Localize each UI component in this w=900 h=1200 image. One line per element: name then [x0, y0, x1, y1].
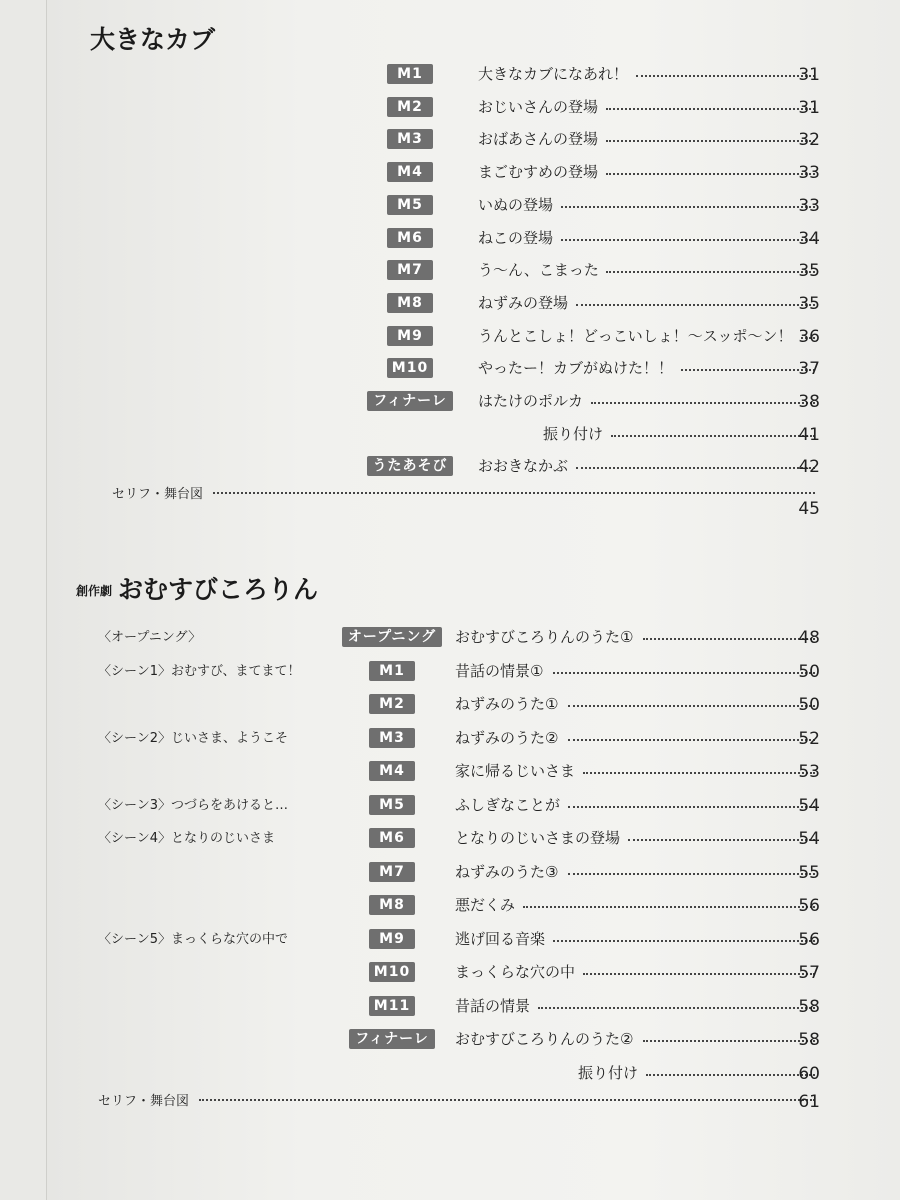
toc-row[interactable]	[0, 290, 900, 320]
toc-row[interactable]	[0, 792, 900, 822]
page-number: 54	[798, 829, 820, 849]
page-number: 38	[798, 392, 820, 412]
leader-dots	[576, 467, 815, 469]
page-number: 48	[798, 628, 820, 648]
section-badge: M8	[369, 895, 415, 915]
toc-entry-title[interactable]: ねずみのうた②	[455, 728, 559, 747]
toc-entry-title[interactable]: ねずみの登場	[478, 293, 569, 312]
toc-entry-title[interactable]: ねずみのうた③	[455, 862, 559, 881]
leader-dots	[553, 940, 815, 942]
toc-row[interactable]	[0, 388, 900, 418]
section-badge: M9	[369, 929, 415, 949]
toc-entry-title[interactable]: 振り付け	[543, 424, 604, 443]
scene-label: 〈オープニング〉	[98, 630, 202, 645]
leader-dots	[583, 772, 815, 774]
leader-dots	[606, 271, 815, 273]
leader-dots	[606, 173, 815, 175]
toc-entry-title[interactable]: おむすびころりんのうた②	[455, 1030, 634, 1048]
section-badge: M2	[369, 694, 415, 714]
page-number: 56	[798, 896, 820, 916]
toc-entry-title[interactable]: はたけのポルカ	[478, 392, 584, 410]
section-badge: M2	[387, 97, 433, 117]
toc-entry-title[interactable]: 家に帰るじいさま	[455, 762, 576, 780]
leader-dots	[523, 906, 815, 908]
toc-row[interactable]	[0, 192, 900, 222]
toc-entry-title[interactable]: 昔話の情景	[455, 996, 531, 1015]
page-number: 31	[798, 97, 820, 118]
section-badge: フィナーレ	[349, 1029, 435, 1049]
section-badge: フィナーレ	[367, 391, 453, 411]
scene-label: 〈シーン3〉つづらをあけると…	[98, 797, 289, 813]
leader-dots	[568, 739, 815, 741]
section-prefix: 創作劇	[76, 584, 113, 598]
leader-dots	[628, 839, 815, 841]
page-number: 35	[798, 293, 820, 314]
leader-dots	[561, 206, 815, 208]
toc-row[interactable]	[0, 624, 900, 654]
section-badge: M10	[387, 358, 433, 378]
toc-row[interactable]	[0, 959, 900, 989]
page-number: 61	[798, 1092, 820, 1112]
section-badge: M7	[387, 260, 433, 280]
section-badge: M5	[369, 795, 415, 815]
leader-dots	[213, 492, 815, 494]
section-badge: うたあそび	[367, 456, 453, 476]
section-badge: M11	[369, 996, 415, 1016]
page-number: 33	[798, 195, 820, 216]
toc-row[interactable]	[0, 225, 900, 255]
page-number: 33	[798, 163, 820, 184]
page-number: 45	[798, 499, 820, 519]
section-badge: M7	[369, 862, 415, 882]
toc-row[interactable]	[0, 323, 900, 353]
toc-entry-title[interactable]: まっくらな穴の中	[455, 963, 576, 981]
toc-row[interactable]	[0, 725, 900, 755]
leader-dots	[591, 402, 815, 404]
page-number: 50	[798, 661, 820, 682]
page-number: 53	[798, 762, 820, 782]
page-number: 56	[798, 929, 820, 950]
toc-entry-title[interactable]: 振り付け	[578, 1063, 639, 1082]
section-badge: M3	[369, 728, 415, 748]
toc-row[interactable]	[0, 825, 900, 855]
toc-row[interactable]	[0, 126, 900, 156]
toc-row[interactable]	[0, 61, 900, 91]
toc-entry-title[interactable]: うんとこしょ！どっこいしょ！〜スッポ〜ン！	[478, 326, 793, 345]
toc-row[interactable]	[0, 758, 900, 788]
section-badge: M6	[369, 828, 415, 848]
page-number: 34	[798, 228, 820, 249]
page-number: 52	[798, 728, 820, 749]
section-badge: M3	[387, 129, 433, 149]
toc-entry-title[interactable]: やったー！カブがぬけた！！	[478, 359, 674, 378]
toc-row[interactable]	[0, 993, 900, 1023]
footer-label[interactable]: セリフ・舞台図	[112, 487, 204, 502]
leader-dots	[568, 873, 815, 875]
section-badge: M6	[387, 228, 433, 248]
leader-dots	[681, 369, 815, 371]
toc-row[interactable]	[0, 453, 900, 483]
section-badge: M1	[387, 64, 433, 84]
page-number: 36	[798, 326, 820, 347]
toc-row[interactable]	[0, 159, 900, 189]
leader-dots	[643, 1040, 815, 1042]
section-badge: M4	[369, 761, 415, 781]
page-number: 41	[798, 424, 820, 445]
toc-entry-title[interactable]: いぬの登場	[478, 195, 554, 214]
toc-row-footer-page	[0, 1088, 900, 1118]
toc-row[interactable]	[0, 658, 900, 688]
section-badge: オープニング	[342, 627, 442, 647]
leader-dots	[646, 1074, 815, 1076]
toc-entry-title[interactable]: 悪だくみ	[455, 896, 516, 914]
section-badge: M8	[387, 293, 433, 313]
section-badge: M10	[369, 962, 415, 982]
page-number: 54	[798, 795, 820, 816]
toc-row[interactable]	[0, 94, 900, 124]
leader-dots	[576, 304, 815, 306]
toc-row[interactable]	[0, 859, 900, 889]
toc-entry-title[interactable]: となりのじいさまの登場	[455, 829, 621, 847]
toc-entry-title[interactable]: おむすびころりんのうた①	[455, 628, 634, 646]
page-number: 58	[798, 1030, 820, 1050]
page-number: 35	[798, 261, 820, 282]
leader-dots	[606, 108, 815, 110]
section-badge: M4	[387, 162, 433, 182]
section-badge: M1	[369, 661, 415, 681]
toc-row[interactable]	[0, 257, 900, 287]
toc-entry-title[interactable]: 逃げ回る音楽	[455, 929, 546, 948]
leader-dots	[636, 75, 815, 77]
toc-entry-title[interactable]: ふしぎなことが	[455, 795, 561, 814]
section-title-okina-kabu: 大きなカブ	[90, 25, 216, 54]
toc-row[interactable]	[0, 892, 900, 922]
leader-dots	[561, 239, 815, 241]
leader-dots	[538, 1007, 815, 1009]
scene-label: 〈シーン1〉おむすび、まてまて！	[98, 663, 301, 679]
toc-row[interactable]	[0, 421, 900, 451]
scene-label: 〈シーン5〉まっくらな穴の中で	[98, 931, 289, 947]
toc-entry-title[interactable]: まごむすめの登場	[478, 163, 599, 182]
toc-row-footer-page	[0, 495, 900, 525]
toc-entry-title[interactable]: う〜ん、こまった	[478, 261, 599, 280]
page-number: 55	[798, 862, 820, 883]
scene-label: 〈シーン2〉じいさま、ようこそ	[98, 730, 289, 746]
section-title-text: おむすびころりん	[118, 575, 319, 604]
page-number: 57	[798, 963, 820, 983]
page-number: 32	[798, 130, 820, 151]
section-badge: M9	[387, 326, 433, 346]
toc-entry-title[interactable]: 昔話の情景①	[455, 661, 544, 680]
toc-row[interactable]	[0, 1060, 900, 1090]
leader-dots	[568, 806, 815, 808]
toc-row[interactable]	[0, 355, 900, 385]
toc-entry-title[interactable]: おおきなかぶ	[478, 457, 569, 476]
page-number: 60	[798, 1063, 820, 1084]
toc-entry-title[interactable]: ねずみのうた①	[455, 695, 559, 713]
page-number: 50	[798, 695, 820, 715]
toc-entry-title[interactable]: 大きなカブになあれ！	[478, 65, 629, 83]
toc-row[interactable]	[0, 1026, 900, 1056]
leader-dots	[611, 435, 815, 437]
page-number: 37	[798, 359, 820, 380]
scene-label: 〈シーン4〉となりのじいさま	[98, 831, 276, 846]
toc-row[interactable]	[0, 691, 900, 721]
toc-entry-title[interactable]: おばあさんの登場	[478, 130, 599, 149]
page-number: 58	[798, 996, 820, 1017]
section-badge: M5	[387, 195, 433, 215]
toc-entry-title[interactable]: ねこの登場	[478, 228, 554, 247]
page-number: 42	[798, 457, 820, 478]
section-title-omusubi	[76, 570, 318, 606]
toc-entry-title[interactable]: おじいさんの登場	[478, 97, 599, 116]
leader-dots	[553, 672, 815, 674]
footer-label[interactable]: セリフ・舞台図	[98, 1094, 190, 1109]
toc-row[interactable]	[0, 926, 900, 956]
leader-dots	[606, 140, 815, 142]
leader-dots	[643, 638, 815, 640]
leader-dots	[583, 973, 815, 975]
leader-dots	[568, 705, 815, 707]
page-number: 31	[798, 65, 820, 85]
